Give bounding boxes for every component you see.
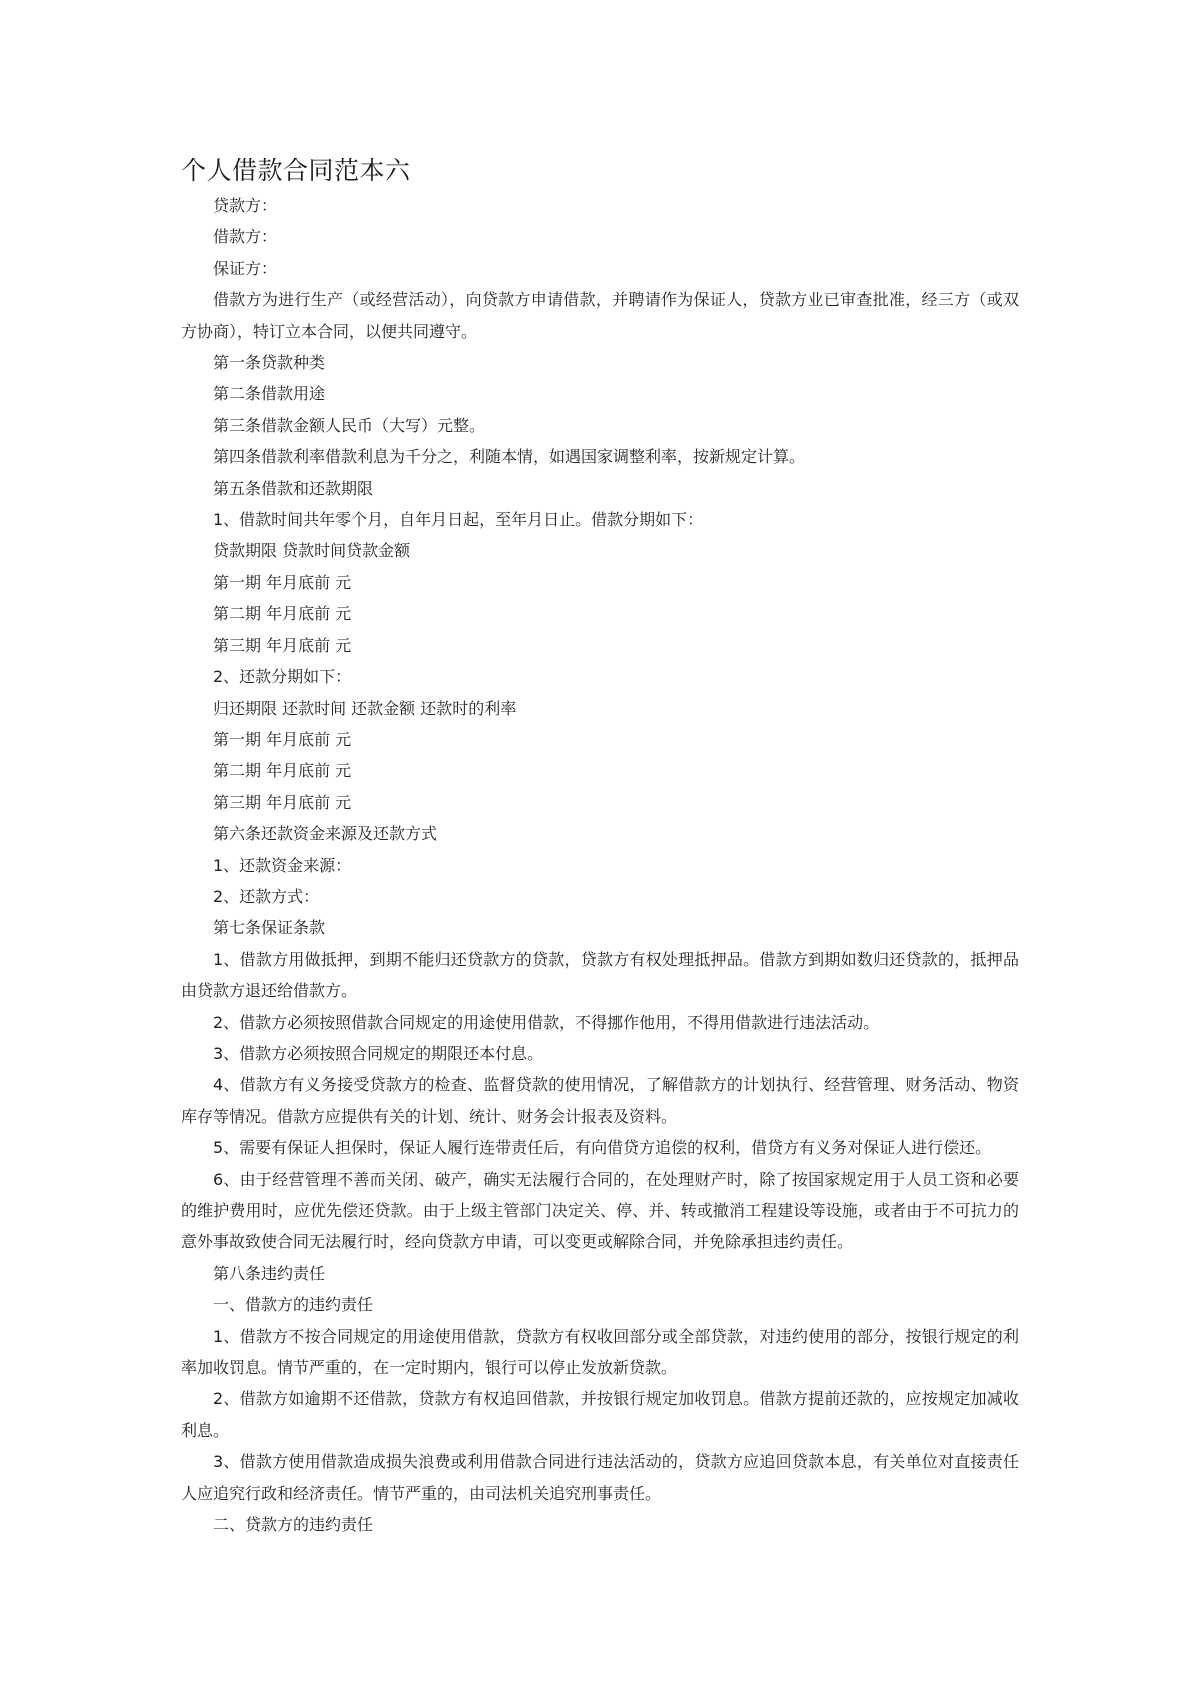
loan-schedule-row: 第二期 年月底前 元	[213, 604, 352, 624]
guarantee-clause: 1、借款方用做抵押，到期不能归还贷款方的贷款，贷款方有权处理抵押品。借款方到期如数归还贷款的，抵押品由贷款方退还给借款方。	[181, 949, 1019, 1001]
repayment-schedule-row: 第一期 年月底前 元	[213, 729, 352, 749]
paragraph-guarantor: 保证方：	[213, 258, 278, 278]
repayment-schedule-row: 第三期 年月底前 元	[213, 792, 352, 812]
repayment-method: 2、还款方式：	[213, 886, 320, 906]
guarantee-clause: 6、由于经营管理不善而关闭、破产，确实无法履行合同的，在处理财产时，除了按国家规定用于人员工资和必要的维护费用时，应优先偿还贷款。由于上级主管部门决定关、停、并、转或撤消工程建设等设施，或者由于不可抗力的意外事故致使合同无法履行时，经向贷款方申请，可以变更或解除合同，并免除承担违约责任。	[181, 1169, 1019, 1252]
article-5-heading: 第五条借款和还款期限	[213, 478, 374, 498]
repayment-source: 1、还款资金来源：	[213, 855, 352, 875]
liability-clause: 3、借款方使用借款造成损失浪费或利用借款合同进行违法活动的，贷款方应追回贷款本息，有关单位对直接责任人应追究行政和经济责任。情节严重的，由司法机关追究刑事责任。	[181, 1452, 1019, 1503]
paragraph-lender: 贷款方：	[213, 196, 278, 215]
borrower-liability-heading: 一、借款方的违约责任	[213, 1295, 374, 1315]
article-7-heading: 第七条保证条款	[213, 918, 326, 938]
loan-schedule-row: 第一期 年月底前 元	[213, 572, 352, 592]
repayment-clause: 2、还款分期如下：	[213, 667, 352, 687]
loan-schedule-header: 贷款期限 贷款时间贷款金额	[213, 541, 411, 561]
repayment-schedule-header: 归还期限 还款时间 还款金额 还款时的利率	[213, 698, 517, 718]
guarantee-clause: 5、需要有保证人担保时，保证人履行连带责任后，有向借贷方追偿的权利，借贷方有义务对保证人进行偿还。	[213, 1138, 992, 1158]
article-3-amount: 第三条借款金额人民币（大写）元整。	[213, 415, 486, 435]
article-4-interest: 第四条借款利率借款利息为千分之，利随本情，如遇国家调整利率，按新规定计算。	[213, 447, 806, 467]
repayment-schedule-row: 第二期 年月底前 元	[213, 761, 352, 781]
article-1-heading: 第一条贷款种类	[213, 353, 326, 373]
guarantee-clause: 3、借款方必须按照合同规定的期限还本付息。	[213, 1043, 544, 1063]
paragraph-preamble: 借款方为进行生产（或经营活动），向贷款方申请借款，并聘请作为保证人，贷款方业已审查批准，经三方（或双方协商），特订立本合同，以便共同遵守。	[181, 290, 1019, 341]
guarantee-clause: 4、借款方有义务接受贷款方的检查、监督贷款的使用情况，了解借款方的计划执行、经营管理、财务活动、物资库存等情况。借款方应提供有关的计划、统计、财务会计报表及资料。	[181, 1075, 1019, 1126]
loan-term-clause: 1、借款时间共年零个月，自年月日起，至年月日止。借款分期如下：	[213, 510, 704, 530]
lender-liability-heading: 二、贷款方的违约责任	[213, 1515, 374, 1535]
document-title: 个人借款合同范本六	[181, 156, 411, 185]
liability-clause: 1、借款方不按合同规定的用途使用借款，贷款方有权收回部分或全部贷款，对违约使用的部分，按银行规定的利率加收罚息。情节严重的，在一定时期内，银行可以停止发放新贷款。	[181, 1326, 1019, 1378]
article-8-heading: 第八条违约责任	[213, 1263, 326, 1283]
liability-clause: 2、借款方如逾期不还借款，贷款方有权追回借款，并按银行规定加收罚息。借款方提前还款的，应按规定加减收利息。	[181, 1389, 1019, 1440]
article-6-heading: 第六条还款资金来源及还款方式	[213, 824, 438, 844]
paragraph-borrower: 借款方：	[213, 227, 278, 247]
document-body	[181, 190, 1019, 1540]
article-2-heading: 第二条借款用途	[213, 384, 326, 404]
loan-schedule-row: 第三期 年月底前 元	[213, 635, 352, 655]
guarantee-clause: 2、借款方必须按照借款合同规定的用途使用借款，不得挪作他用，不得用借款进行违法活动。	[213, 1012, 880, 1032]
